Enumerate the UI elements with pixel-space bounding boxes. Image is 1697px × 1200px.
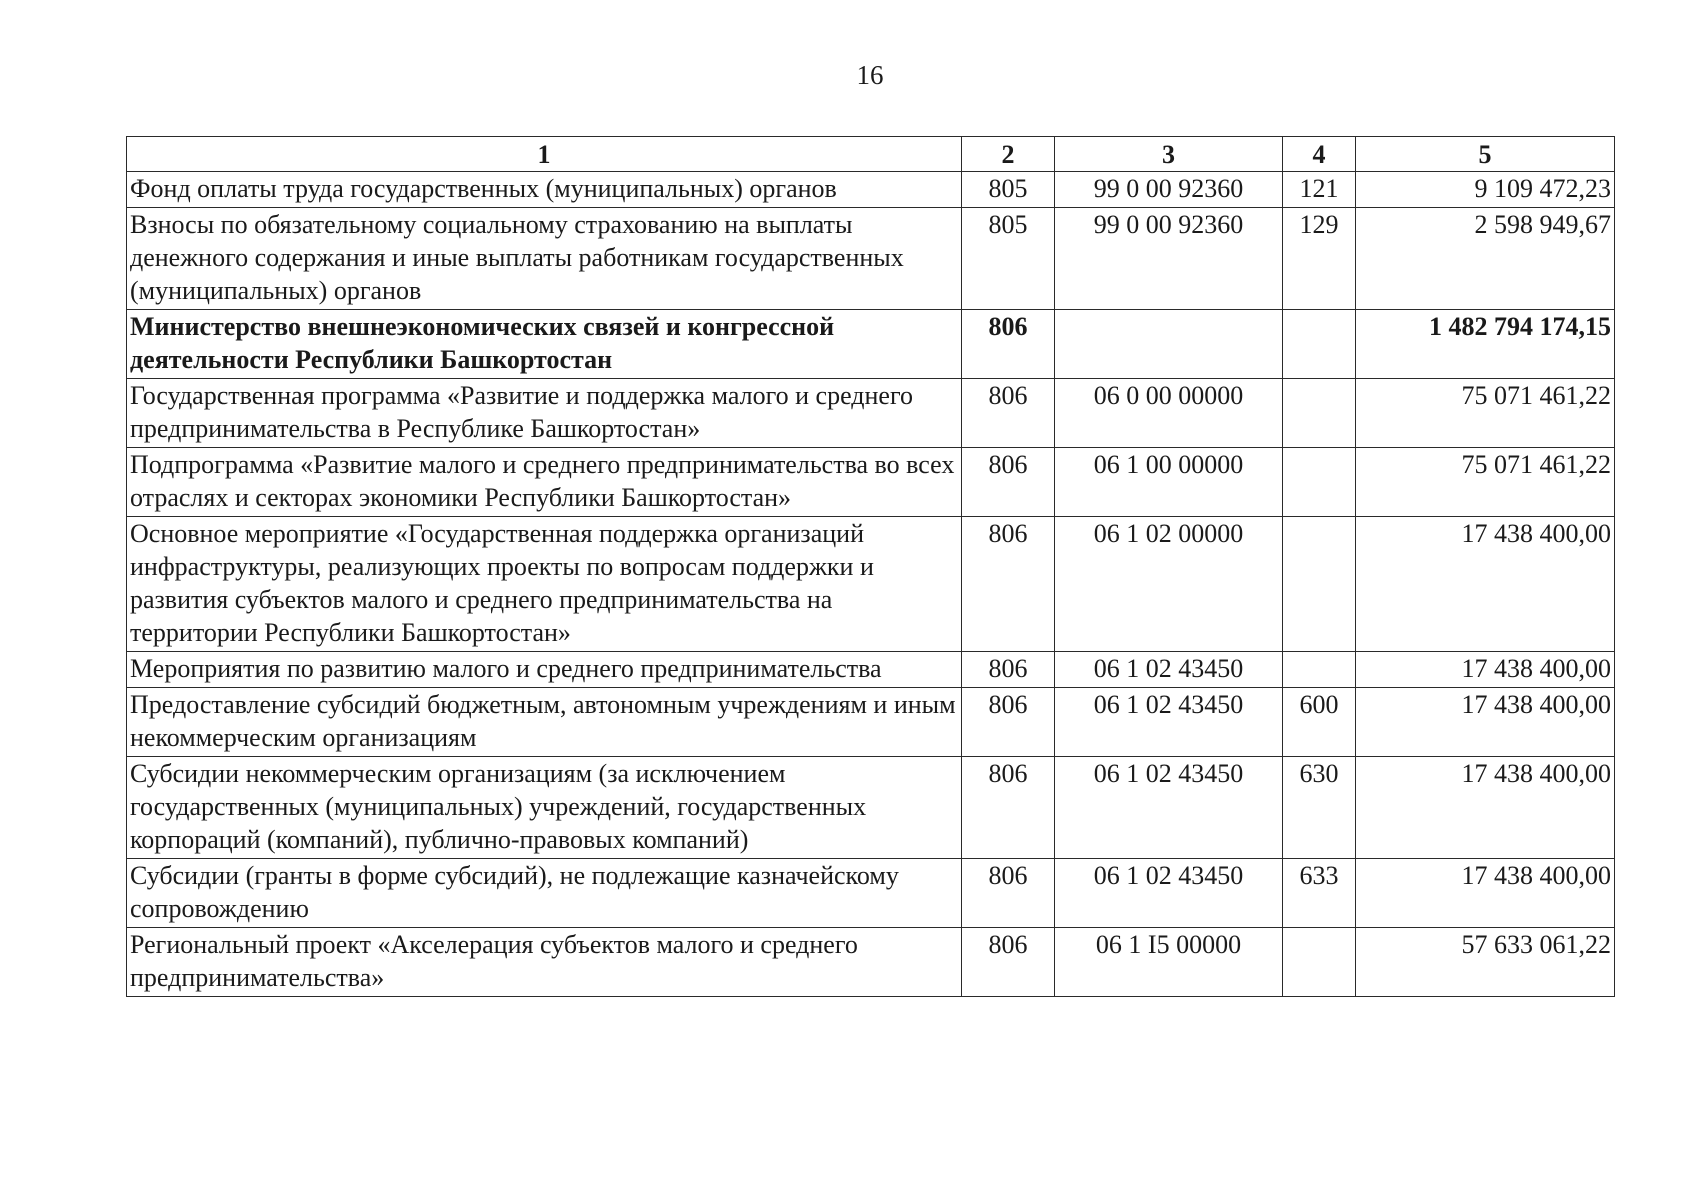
row-sum-cell: 17 438 400,00 — [1356, 688, 1615, 757]
row-sum-cell: 75 071 461,22 — [1356, 379, 1615, 448]
budget-table-container — [126, 136, 1614, 997]
row-ved-cell: 806 — [962, 652, 1055, 688]
row-name-cell: Мероприятия по развитию малого и среднего предпринимательства — [127, 652, 962, 688]
row-sum-cell: 1 482 794 174,15 — [1356, 310, 1615, 379]
row-vr-cell — [1283, 448, 1356, 517]
table-row — [127, 757, 1615, 859]
row-name-cell: Основное мероприятие «Государственная поддержка организаций инфраструктуры, реализующих проекты по вопросам поддержки и развития субъектов малого и среднего предпринимательства на территории Республики Башкортостан» — [127, 517, 962, 652]
row-ved-cell: 806 — [962, 448, 1055, 517]
row-name-cell: Субсидии (гранты в форме субсидий), не подлежащие казначейскому сопровождению — [127, 859, 962, 928]
row-csr-cell: 06 1 02 00000 — [1055, 517, 1283, 652]
row-name-cell: Взносы по обязательному социальному страхованию на выплаты денежного содержания и иные выплаты работникам государственных (муниципальных) органов — [127, 208, 962, 310]
row-ved-cell: 806 — [962, 379, 1055, 448]
row-ved-cell: 806 — [962, 310, 1055, 379]
row-ved-cell: 806 — [962, 928, 1055, 997]
row-name-cell: Предоставление субсидий бюджетным, автономным учреждениям и иным некоммерческим организациям — [127, 688, 962, 757]
row-csr-cell — [1055, 310, 1283, 379]
row-vr-cell: 129 — [1283, 208, 1356, 310]
budget-table — [126, 136, 1615, 997]
row-sum-cell: 17 438 400,00 — [1356, 859, 1615, 928]
row-vr-cell — [1283, 310, 1356, 379]
row-sum-cell: 17 438 400,00 — [1356, 652, 1615, 688]
row-ved-cell: 806 — [962, 688, 1055, 757]
row-sum-cell: 2 598 949,67 — [1356, 208, 1615, 310]
row-csr-cell: 06 1 02 43450 — [1055, 652, 1283, 688]
table-row — [127, 208, 1615, 310]
table-row — [127, 688, 1615, 757]
table-body — [127, 172, 1615, 997]
header-col-2: 2 — [962, 137, 1055, 172]
page-number: 16 — [856, 60, 884, 90]
row-name-cell: Министерство внешнеэкономических связей и конгрессной деятельности Республики Башкортостан — [127, 310, 962, 379]
header-col-5: 5 — [1356, 137, 1615, 172]
row-vr-cell: 121 — [1283, 172, 1356, 208]
row-vr-cell — [1283, 517, 1356, 652]
row-csr-cell: 99 0 00 92360 — [1055, 172, 1283, 208]
row-csr-cell: 06 1 02 43450 — [1055, 688, 1283, 757]
row-ved-cell: 806 — [962, 859, 1055, 928]
row-csr-cell: 06 1 02 43450 — [1055, 757, 1283, 859]
table-row — [127, 517, 1615, 652]
row-ved-cell: 806 — [962, 757, 1055, 859]
row-sum-cell: 17 438 400,00 — [1356, 517, 1615, 652]
row-vr-cell: 633 — [1283, 859, 1356, 928]
row-csr-cell: 06 1 00 00000 — [1055, 448, 1283, 517]
table-row — [127, 172, 1615, 208]
row-sum-cell: 57 633 061,22 — [1356, 928, 1615, 997]
row-name-cell: Государственная программа «Развитие и поддержка малого и среднего предпринимательства в Республике Башкортостан» — [127, 379, 962, 448]
row-ved-cell: 805 — [962, 172, 1055, 208]
table-row — [127, 379, 1615, 448]
row-csr-cell: 06 0 00 00000 — [1055, 379, 1283, 448]
row-sum-cell: 9 109 472,23 — [1356, 172, 1615, 208]
row-name-cell: Региональный проект «Акселерация субъектов малого и среднего предпринимательства» — [127, 928, 962, 997]
header-col-4: 4 — [1283, 137, 1356, 172]
table-row — [127, 310, 1615, 379]
header-col-3: 3 — [1055, 137, 1283, 172]
table-row — [127, 448, 1615, 517]
table-row — [127, 859, 1615, 928]
row-ved-cell: 806 — [962, 517, 1055, 652]
row-vr-cell — [1283, 652, 1356, 688]
row-sum-cell: 75 071 461,22 — [1356, 448, 1615, 517]
row-vr-cell: 630 — [1283, 757, 1356, 859]
row-csr-cell: 06 1 I5 00000 — [1055, 928, 1283, 997]
row-name-cell: Субсидии некоммерческим организациям (за исключением государственных (муниципальных) учреждений, государственных корпораций (компаний), публично-правовых компаний) — [127, 757, 962, 859]
row-vr-cell — [1283, 928, 1356, 997]
header-col-1: 1 — [127, 137, 962, 172]
row-sum-cell: 17 438 400,00 — [1356, 757, 1615, 859]
table-header-row — [127, 137, 1615, 172]
row-csr-cell: 99 0 00 92360 — [1055, 208, 1283, 310]
row-ved-cell: 805 — [962, 208, 1055, 310]
table-row — [127, 652, 1615, 688]
row-vr-cell — [1283, 379, 1356, 448]
row-name-cell: Фонд оплаты труда государственных (муниципальных) органов — [127, 172, 962, 208]
row-vr-cell: 600 — [1283, 688, 1356, 757]
row-name-cell: Подпрограмма «Развитие малого и среднего предпринимательства во всех отраслях и секторах экономики Республики Башкортостан» — [127, 448, 962, 517]
table-row — [127, 928, 1615, 997]
row-csr-cell: 06 1 02 43450 — [1055, 859, 1283, 928]
